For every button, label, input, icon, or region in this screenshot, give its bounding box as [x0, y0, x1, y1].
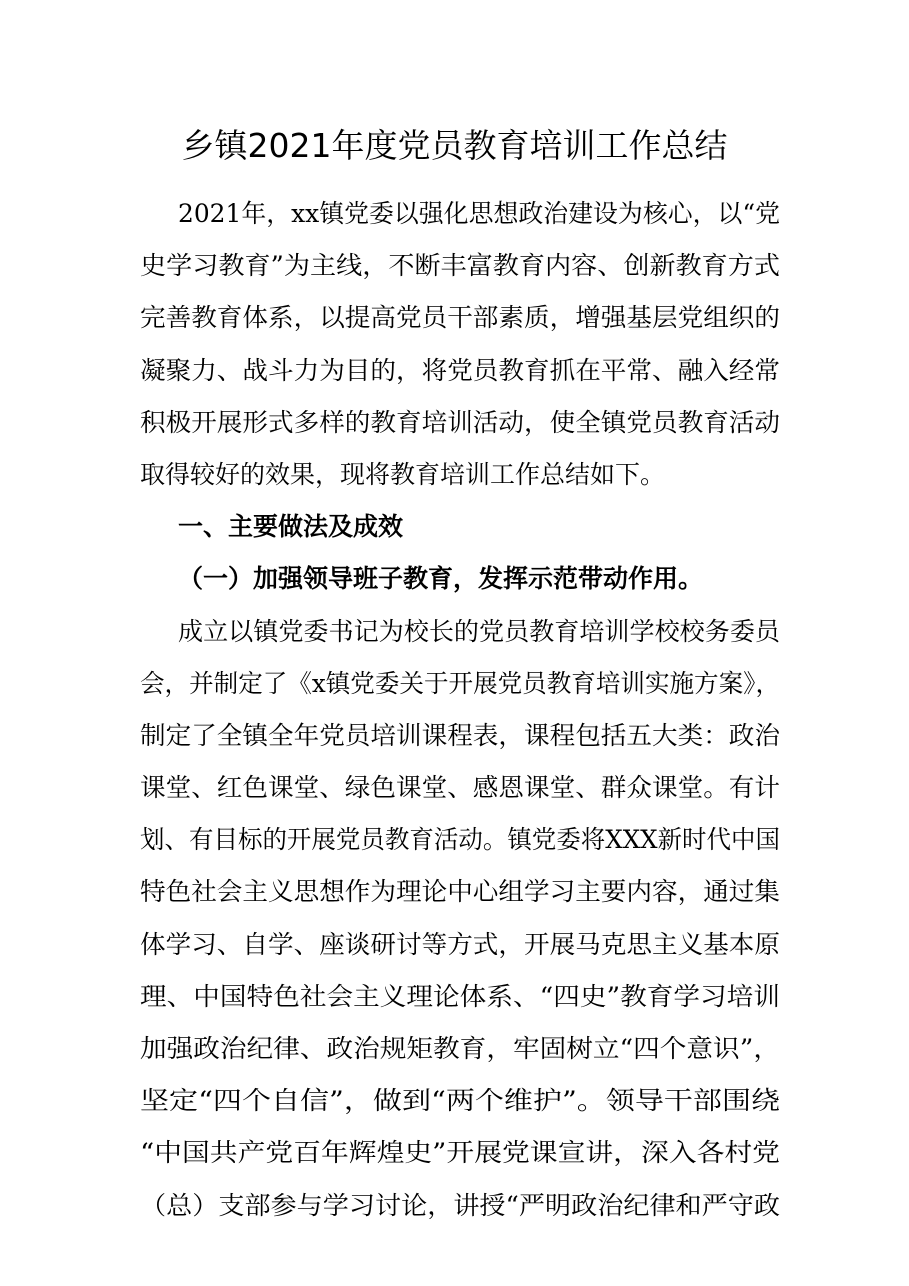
line-text: 凝聚力、战斗力为目的，将党员教育抓在平常、融入经常	[140, 355, 781, 385]
paragraph-line	[140, 971, 780, 1023]
paragraph-line	[140, 866, 780, 918]
line-text: 理、中国特色社会主义理论体系、“四史”教育学习培训	[140, 981, 780, 1011]
section-heading-line	[140, 553, 780, 605]
line-text: （总）支部参与学习讨论，讲授“严明政治纪律和严守政	[140, 1190, 781, 1220]
line-text: 划、有目标的开展党员教育活动。镇党委将XXX新时代中国	[140, 825, 781, 855]
paragraph-line	[140, 240, 780, 292]
line-text: （一）加强领导班子教育，发挥示范带动作用。	[178, 564, 704, 594]
paragraph-line	[140, 1127, 780, 1179]
line-text: 课堂、红色课堂、绿色课堂、感恩课堂、群众课堂。有计	[140, 773, 781, 803]
line-text: 取得较好的效果，现将教育培训工作总结如下。	[140, 459, 666, 489]
paragraph-line	[140, 1023, 780, 1075]
section-heading-line	[140, 501, 780, 553]
line-text: 坚定“四个自信”，做到“两个维护”。领导干部围绕	[140, 1086, 781, 1116]
paragraph-line	[140, 188, 780, 240]
paragraph-line	[140, 292, 780, 344]
line-text: 特色社会主义思想作为理论中心组学习主要内容，通过集	[140, 877, 781, 907]
line-text: 积极开展形式多样的教育培训活动，使全镇党员教育活动	[140, 407, 781, 437]
line-text: 加强政治纪律、政治规矩教育，牢固树立“四个意识”，	[140, 1034, 780, 1063]
paragraph-line	[140, 606, 780, 658]
line-text: 完善教育体系，以提高党员干部素质，增强基层党组织的	[140, 303, 781, 333]
line-text: 史学习教育”为主线，不断丰富教育内容、创新教育方式	[140, 251, 781, 281]
line-text: 体学习、自学、座谈研讨等方式，开展马克思主义基本原	[140, 929, 781, 959]
paragraph-line	[140, 814, 780, 866]
paragraph-line	[140, 345, 780, 397]
paragraph-line	[140, 710, 780, 762]
paragraph-line	[140, 658, 780, 710]
line-text: 2021年，xx镇党委以强化思想政治建设为核心，以“党	[178, 199, 781, 228]
line-text: 制定了全镇全年党员培训课程表，课程包括五大类：政治	[140, 720, 781, 750]
line-text: 成立以镇党委书记为校长的党员教育培训学校校务委员	[178, 616, 780, 646]
paragraph-line	[140, 1075, 780, 1127]
document-title: 乡镇2021年度党员教育培训工作总结	[181, 126, 728, 165]
document-body	[140, 188, 780, 1232]
line-text: 会，并制定了《x镇党委关于开展党员教育培训实施方案》，	[140, 668, 781, 698]
line-text: 一、主要做法及成效	[178, 512, 404, 542]
paragraph-line	[140, 1180, 780, 1232]
paragraph-line	[140, 449, 780, 501]
paragraph-line	[140, 762, 780, 814]
paragraph-line	[140, 919, 780, 971]
paragraph-line	[140, 397, 780, 449]
line-text: “中国共产党百年辉煌史”开展党课宣讲，深入各村党	[140, 1138, 780, 1168]
